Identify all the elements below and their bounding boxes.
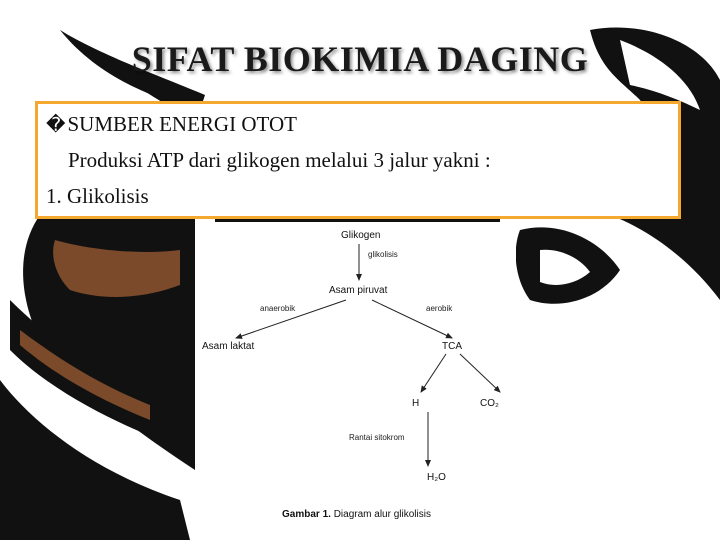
bullet-line-heading xyxy=(46,112,297,137)
body-line-atp: Produksi ATP dari glikogen melalui 3 jalur yakni : xyxy=(68,148,491,172)
diagram-caption xyxy=(282,509,431,520)
node-asam-laktat: Asam laktat xyxy=(202,341,255,352)
node-h: H xyxy=(412,398,420,409)
arrow-tca-to-co2 xyxy=(460,354,500,392)
edge-label-glikolisis: glikolisis xyxy=(368,250,398,259)
arrow-tca-to-h xyxy=(421,354,446,392)
node-glikogen: Glikogen xyxy=(341,230,381,241)
node-h2o: H₂O xyxy=(427,472,446,483)
list-item-glikolisis: 1. Glikolisis xyxy=(46,184,149,208)
heading-text: SUMBER ENERGI OTOT xyxy=(67,112,297,136)
bullet-icon: � xyxy=(46,114,66,136)
caption-number: Gambar 1. xyxy=(282,509,331,520)
node-asam-piruvat: Asam piruvat xyxy=(329,285,388,296)
caption-text: Diagram alur glikolisis xyxy=(333,509,431,520)
edge-label-aerobik: aerobik xyxy=(426,304,453,313)
diagram-arrows xyxy=(196,222,516,532)
slide-title: SIFAT BIOKIMIA DAGING xyxy=(131,39,589,79)
node-rantai-sitokrom: Rantai sitokrom xyxy=(349,433,405,442)
edge-label-anaerobik: anaerobik xyxy=(260,304,296,313)
content-textbox xyxy=(35,101,681,219)
node-tca: TCA xyxy=(442,341,462,352)
glycolysis-flow-diagram xyxy=(196,222,516,532)
node-co2: CO₂ xyxy=(480,398,499,409)
